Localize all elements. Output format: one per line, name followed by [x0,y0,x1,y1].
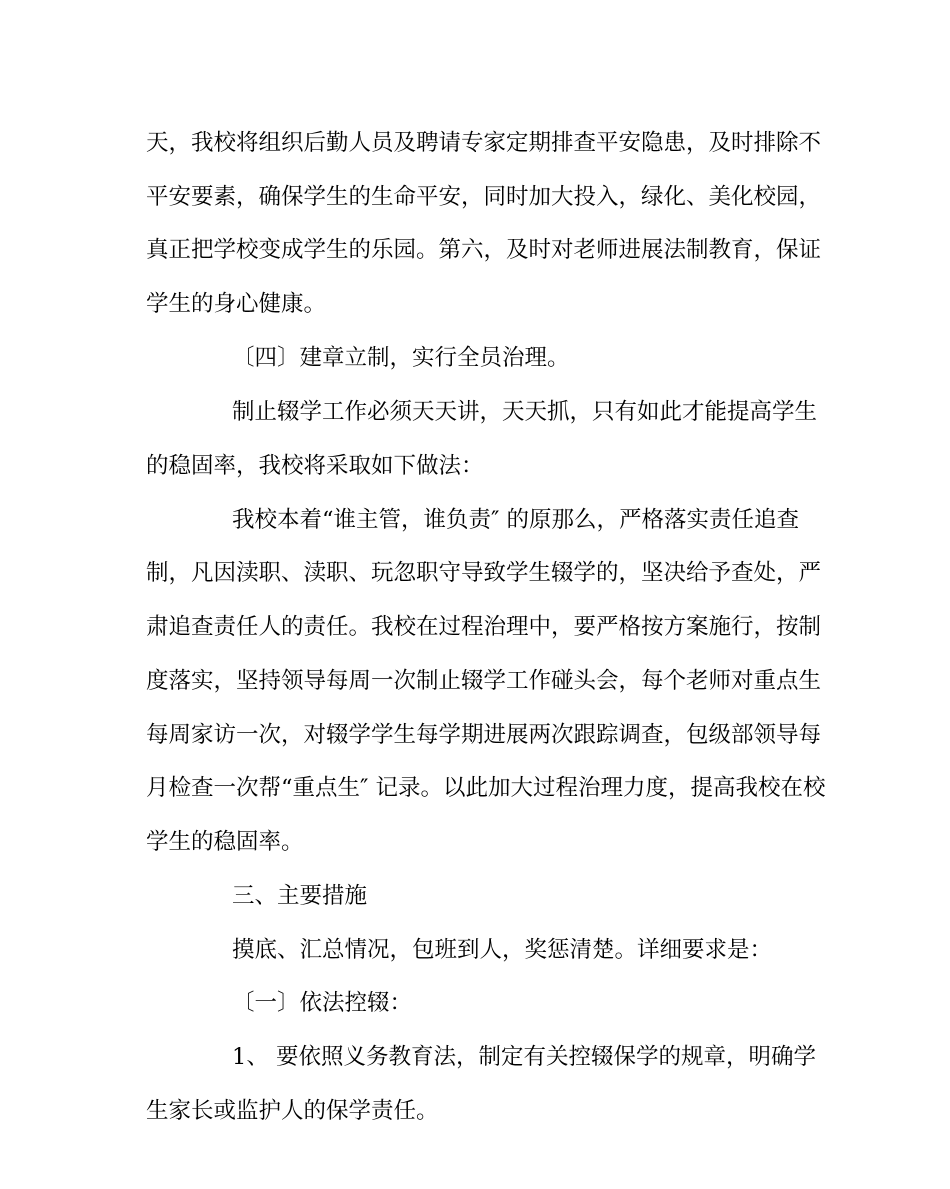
section-heading: 〔四〕建章立制，实行全员治理。 [232,345,570,371]
text-line: 学生的稳固率。 [146,829,304,855]
text-line: 的稳固率，我校将采取如下做法： [146,453,484,479]
text-line: 每周家访一次，对辍学学生每学期进展两次跟踪调查，包级部领导每 [146,722,822,748]
text-line: 1、 要依照义务教育法，制定有关控辍保学的规章，明确学 [232,1044,816,1070]
text-line: 生家长或监护人的保学责任。 [146,1098,439,1124]
text-line: 月检查一次帮“重点生″ 记录。以此加大过程治理力度，提高我校在校 [146,775,826,801]
text-line: 平安要素，确保学生的生命平安，同时加大投入，绿化、美化校园， [146,184,822,210]
subsection-heading: 〔一〕依法控辍： [232,990,413,1016]
text-line: 学生的身心健康。 [146,291,327,317]
text-line: 制，凡因渎职、渎职、玩忽职守导致学生辍学的，坚决给予查处，严 [146,560,822,586]
text-line: 制止辍学工作必须天天讲，天天抓，只有如此才能提高学生 [232,399,818,425]
text-line: 真正把学校变成学生的乐园。第六，及时对老师进展法制教育，保证 [146,237,822,263]
text-line: 度落实，坚持领导每周一次制止辍学工作碰头会，每个老师对重点生 [146,668,822,694]
section-heading: 三、主要措施 [232,883,368,909]
text-line: 摸底、汇总情况，包班到人，奖惩清楚。详细要求是： [232,937,773,963]
text-line: 天，我校将组织后勤人员及聘请专家定期排查平安隐患，及时排除不 [146,130,822,156]
text-line: 我校本着“谁主管，谁负责″ 的原那么，严格落实责任追查 [232,507,800,533]
text-line: 肃追查责任人的责任。我校在过程治理中，要严格按方案施行，按制 [146,614,822,640]
